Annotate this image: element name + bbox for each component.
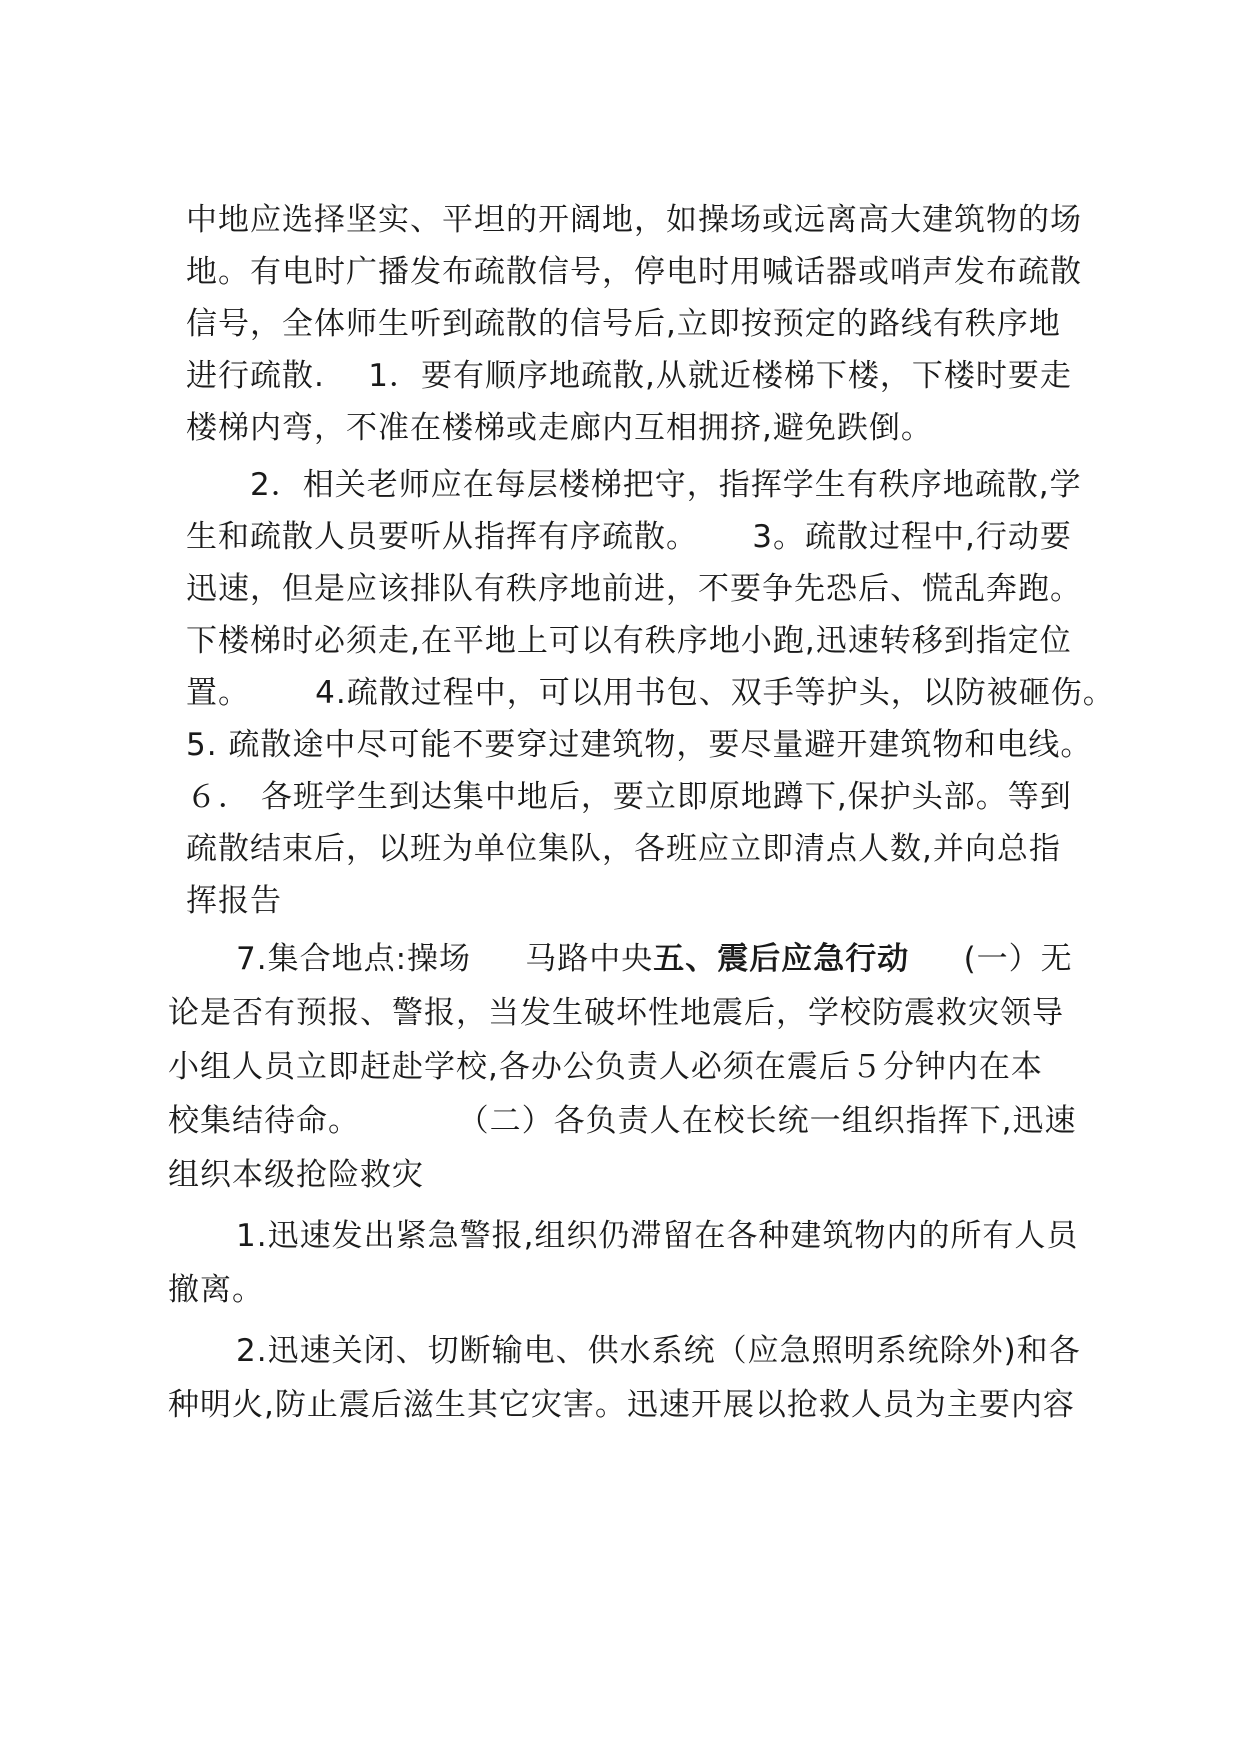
text-line-23: 种明火,防止震后滋生其它灾害。迅速开展以抢救人员为主要内容 [168, 1387, 1075, 1423]
text-line-6: 2．相关老师应在每层楼梯把守，指挥学生有秩序地疏散,学 [250, 467, 1082, 503]
text-line-4: 进行疏散. 1．要有顺序地疏散,从就近楼梯下楼，下楼时要走 [186, 358, 1072, 394]
text-line-20: 1.迅速发出紧急警报,组织仍滞留在各种建筑物内的所有人员 [236, 1218, 1079, 1254]
text-line-22: 2.迅速关闭、切断输电、供水系统（应急照明系统除外)和各 [236, 1333, 1081, 1369]
text-line-19: 组织本级抢险救灾 [168, 1157, 424, 1193]
heading-continuation: (一）无 [909, 941, 1073, 977]
text-line-13: 疏散结束后，以班为单位集队，各班应立即清点人数,并向总指 [186, 831, 1061, 867]
text-line-17: 小组人员立即赶赴学校,各办公负责人必须在震后５分钟内在本 [168, 1049, 1043, 1085]
text-line-10: 置。 4.疏散过程中，可以用书包、双手等护头，以防被砸伤。 [186, 675, 1115, 711]
text-line-5: 楼梯内弯，不准在楼梯或走廊内互相拥挤,避免跌倒。 [186, 410, 933, 446]
section-heading: 五、震后应急行动 [653, 941, 910, 977]
assembly-point-text: 7.集合地点:操场 马路中央 [236, 941, 654, 977]
text-line-7: 生和疏散人员要听从指挥有序疏散。 3。疏散过程中,行动要 [186, 519, 1072, 555]
text-line-14: 挥报告 [186, 883, 282, 919]
text-line-21: 撤离。 [168, 1272, 264, 1308]
text-line-8: 迅速，但是应该排队有秩序地前进，不要争先恐后、慌乱奔跑。 [186, 571, 1082, 607]
text-line-3: 信号，全体师生听到疏散的信号后,立即按预定的路线有秩序地 [186, 306, 1061, 342]
text-line-2: 地。有电时广播发布疏散信号，停电时用喊话器或哨声发布疏散 [186, 254, 1082, 290]
text-line-16: 论是否有预报、警报，当发生破坏性地震后，学校防震救灾领导 [168, 995, 1064, 1031]
text-line-11: 5. 疏散途中尽可能不要穿过建筑物，要尽量避开建筑物和电线。 [186, 727, 1093, 763]
text-line-15 [236, 939, 1073, 979]
text-line-12: ６． 各班学生到达集中地后，要立即原地蹲下,保护头部。等到 [186, 779, 1072, 815]
text-line-1: 中地应选择坚实、平坦的开阔地，如操场或远离高大建筑物的场 [186, 202, 1082, 238]
text-line-9: 下楼梯时必须走,在平地上可以有秩序地小跑,迅速转移到指定位 [186, 623, 1072, 659]
text-line-18: 校集结待命。 （二）各负责人在校长统一组织指挥下,迅速 [168, 1103, 1077, 1139]
